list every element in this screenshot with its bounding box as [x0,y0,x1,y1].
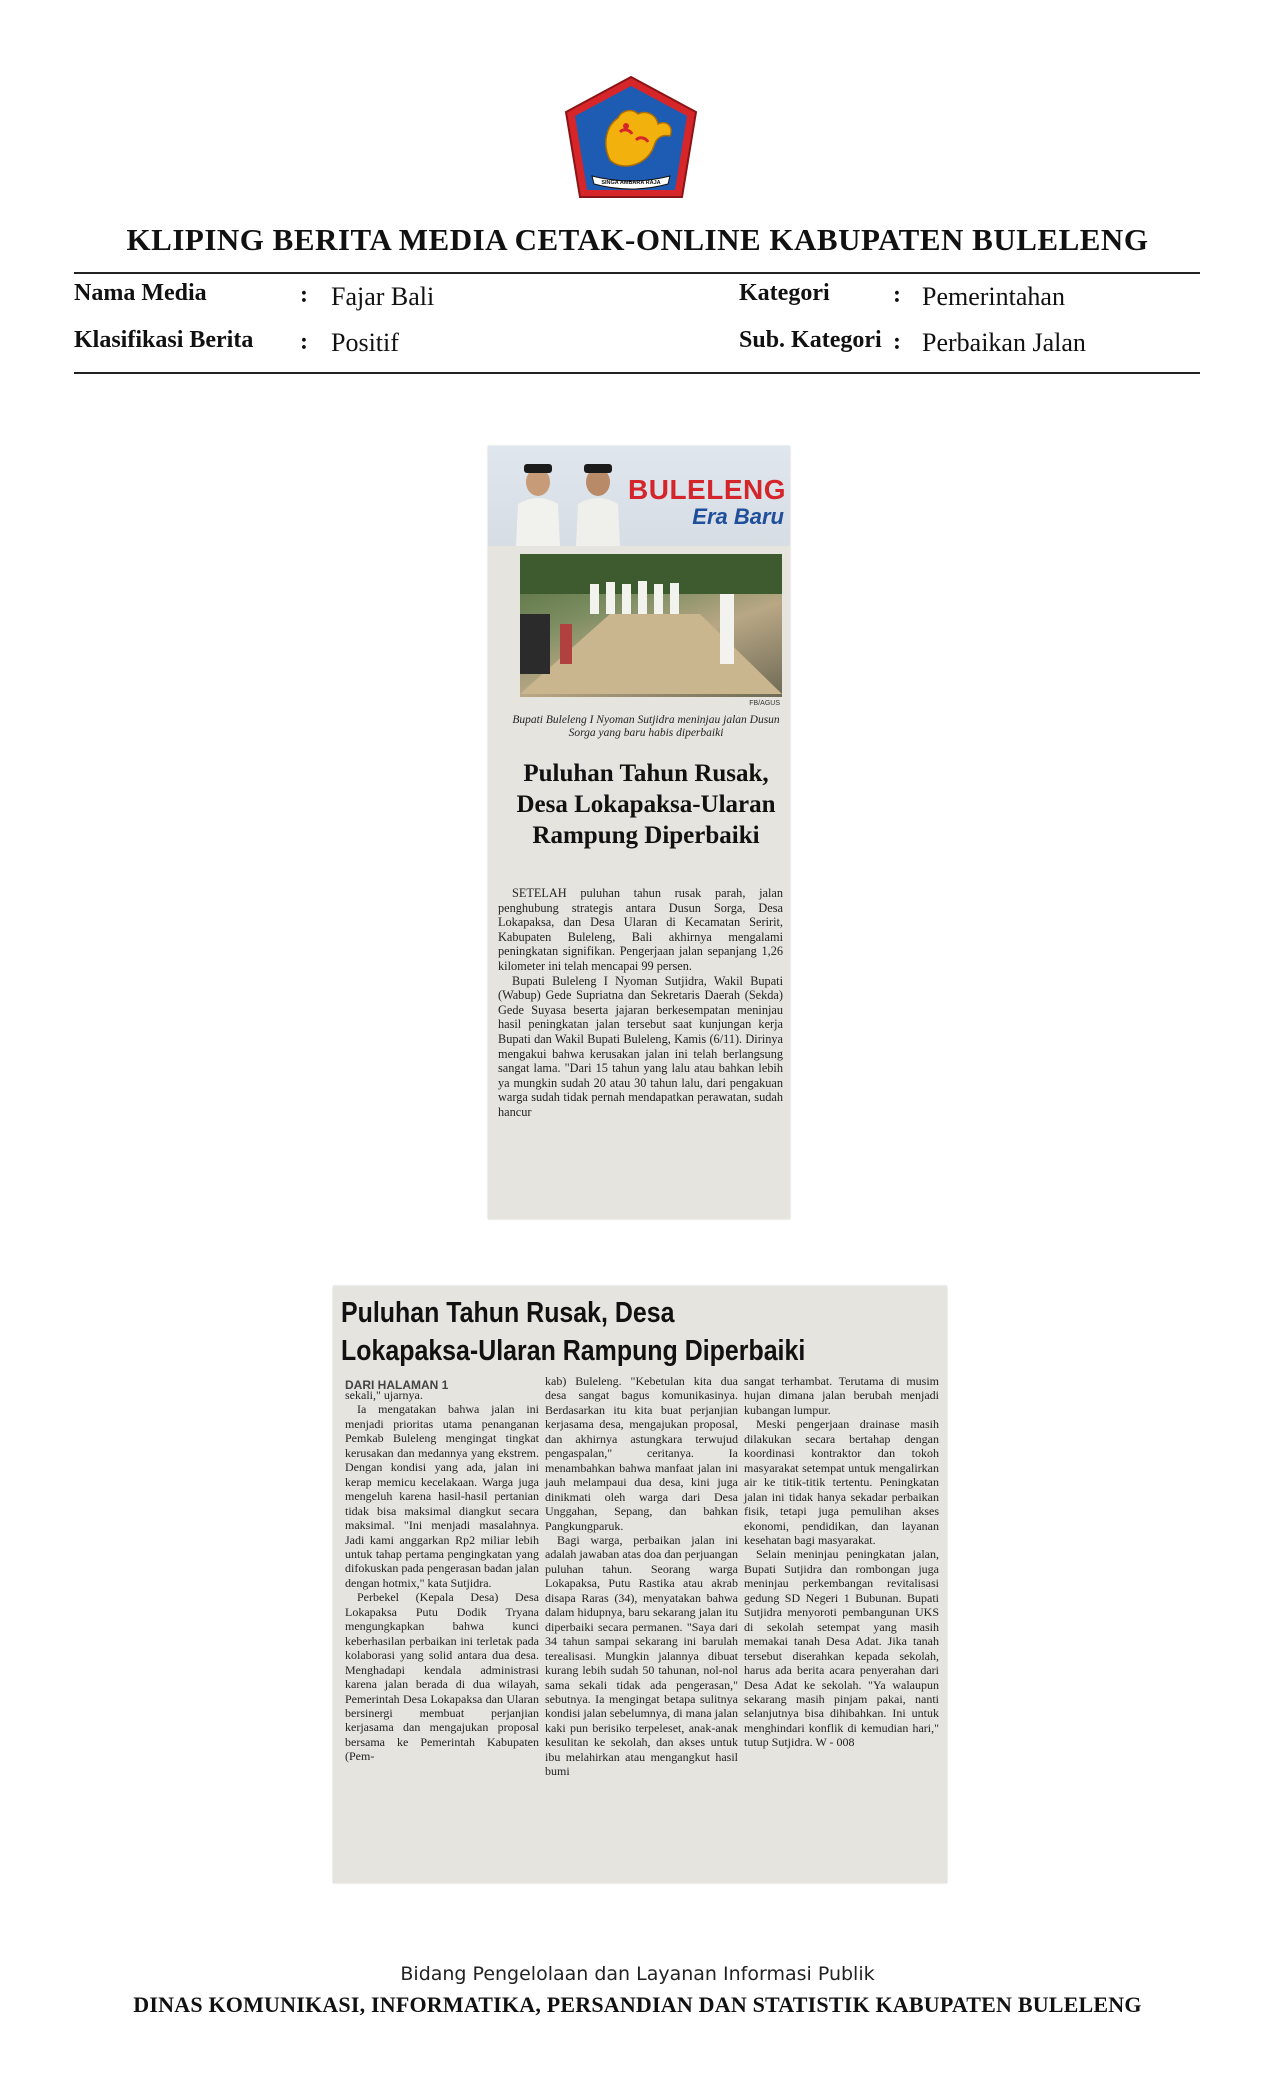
continued-from-label: DARI HALAMAN 1 [345,1378,449,1392]
article-paragraph: sekali," ujarnya. [345,1388,423,1402]
classification-value: Positif [331,328,399,357]
continuation-headline-line: Puluhan Tahun Rusak, Desa [341,1297,675,1329]
photo-crowd-illustration [520,554,782,697]
news-photo [520,554,782,697]
category-colon: : [893,282,901,308]
article-body [498,886,783,1120]
footer-division: Bidang Pengelolaan dan Layanan Informasi Publik [400,1963,875,1985]
photo-caption: Bupati Buleleng I Nyoman Sutjidra meninjau jalan Dusun Sorga yang baru habis diperbaiki [512,714,780,739]
subcategory-colon: : [893,329,901,355]
header-divider-bottom [74,372,1200,374]
banner-subtitle: Era Baru [692,504,784,529]
officials-portrait [506,452,626,546]
section-banner [488,446,790,546]
article-paragraph: Bagi warga, perbaikan jalan ini adalah jawaban atas doa dan perjuangan puluhan tahun. Seorang warga Lokapaksa, Putu Rastika atau akrab disapa Raras (34), menyatakan bahwa dalam hidupnya, baru sekarang jalan itu diperbaiki secara permanen. "Saya dari 34 tahun sampai sekarang ini barulah terealisasi. Mungkin jalannya dibuat kurang lebih sudah 50 tahunan, nol-nol sama sekali tidak ada pengerasan," sebutnya. Ia mengingat betapa sulitnya kondisi jalan sebelumnya, di mana jalan kaki pun berisiko terpeleset, anak-anak kesulitan ke sekolah, dan akses untuk ibu melahirkan atau mengangkut hasil bumi [545,1532,738,1779]
article-column [345,1388,539,1764]
article-paragraph: SETELAH puluhan tahun rusak parah, jalan penghubung strategis antara Dusun Sorga, Desa Lokapaksa, dan Desa Ularan di Kecamatan Seririt, Kabupaten Buleleng, Bali akhirnya mengalami peningkatan signifikan. Pengerjaan jalan sepanjang 1,26 kilometer ini telah mencapai 99 persen. [498,886,783,973]
page-title: KLIPING BERITA MEDIA CETAK-ONLINE KABUPATEN BULELENG [126,222,1149,257]
banner-title: BULELENG [628,474,786,505]
article-paragraph: sangat terhambat. Terutama di musim hujan dimana jalan berubah menjadi kubangan lumpur. [744,1374,939,1417]
article-paragraph: kab) Buleleng. "Kebetulan kita dua desa sangat bagus komunikasinya. Berdasarkan itu kita buat perjanjian kerjasama desa, mengajukan proposal, dan akhirnya astungkara terwujud pengaspalan," ceritanya. Ia menambahkan bahwa manfaat jalan ini jauh melampaui dua desa, kini juga dinikmati oleh warga dari Desa Unggahan, Sepang, dan bahkan Pangkungparuk. [545,1374,738,1533]
article-paragraph: Ia mengatakan bahwa jalan ini menjadi prioritas utama penanganan Pemkab Buleleng mengingat tingkat kerusakan dan medannya yang ekstrem. Dengan kondisi yang ada, jalan ini kerap memicu kecelakaan. Warga juga mengeluh karena hasil-hasil pertanian tidak bisa maksimal diangkut secara maksimal. "Ini menjadi masalahnya. Jadi kami anggarkan Rp2 miliar lebih untuk tahap pertama pengingkatan yang difokuskan pada pengerasan badan jalan dengan hotmix," kata Sutjidra. [345,1402,539,1590]
newspaper-clipping-continuation [333,1286,947,1883]
photo-credit: FB/AGUS [749,700,780,707]
continuation-headline-line: Lokapaksa-Ularan Rampung Diperbaiki [341,1335,806,1367]
subcategory-value: Perbaikan Jalan [922,328,1086,357]
logo-motto: SINGA AMBARA RAJA [601,180,661,186]
article-paragraph: Selain meninjau peningkatan jalan, Bupati Sutjidra dan rombongan juga meninjau perkembangan revitalisasi gedung SD Negeri 1 Bubunan. Bupati Sutjidra menyoroti pembangunan UKS di sekolah setempat yang masih memakai tanah Desa Adat. Jika tanah tersebut diserahkan kepada sekolah, harus ada berita acara penyerahan dari Desa Adat ke sekolah. "Ya walaupun sekarang masih pinjam pakai, nanti selanjutnya bisa dihibahkan. Ini untuk menghindari konflik di kemudian hari," tutup Sutjidra. W - 008 [744,1547,939,1750]
media-name-value: Fajar Bali [331,282,435,311]
article-headline: Puluhan Tahun Rusak, Desa Lokapaksa-Ularan Rampung Diperbaiki [516,760,776,849]
footer-agency: DINAS KOMUNIKASI, INFORMATIKA, PERSANDIAN DAN STATISTIK KABUPATEN BULELENG [133,1992,1142,2017]
article-column [545,1374,738,1779]
classification-label: Klasifikasi Berita [74,327,254,353]
subcategory-label: Sub. Kategori [739,327,882,353]
classification-colon: : [300,329,308,355]
header-divider-top [74,272,1200,274]
media-name-label: Nama Media [74,280,207,306]
buleleng-regency-logo [562,74,700,200]
article-paragraph: Bupati Buleleng I Nyoman Sutjidra, Wakil Bupati (Wabup) Gede Supriatna dan Sekretaris Daerah (Sekda) Gede Suyasa beserta jajaran berkesempatan meninjau hasil peningkatan jalan tersebut saat kunjungan kerja Bupati dan Wakil Bupati Buleleng, Kamis (6/11). Dirinya mengakui bahwa kerusakan jalan ini telah berlangsung sangat lama. "Dari 15 tahun yang lalu atau bahkan lebih ya mungkin sudah 20 atau 30 tahun lalu, dari pengakuan warga sudah tidak pernah mendapatkan perawatan, sudah hancur [498,973,783,1119]
media-name-colon: : [300,282,308,308]
newspaper-clipping-front-page [488,446,790,1219]
category-label: Kategori [739,280,830,306]
category-value: Pemerintahan [922,282,1065,311]
article-paragraph: Meski pengerjaan drainase masih dilakukan secara bertahap dengan koordinasi kontraktor dan tokoh masyarakat setempat untuk mengalirkan air ke titik-titik tertentu. Peningkatan jalan ini tidak hanya sekadar perbaikan fisik, tetapi juga pemulihan akses ekonomi, pendidikan, dan layanan kesehatan bagi masyarakat. [744,1417,939,1547]
continuation-headline [341,1294,857,1370]
article-column [744,1374,939,1750]
article-paragraph: Perbekel (Kepala Desa) Desa Lokapaksa Putu Dodik Tryana mengungkapkan bahwa kunci keberhasilan perbaikan ini terletak pada kolaborasi yang solid antara dua desa. Menghadapi kendala administrasi karena jalan berada di dua wilayah, Pemerintah Desa Lokapaksa dan Ularan bersinergi membuat perjanjian kerjasama dan mengajukan proposal bersama ke Pemerintah Kabupaten (Pem- [345,1590,539,1764]
